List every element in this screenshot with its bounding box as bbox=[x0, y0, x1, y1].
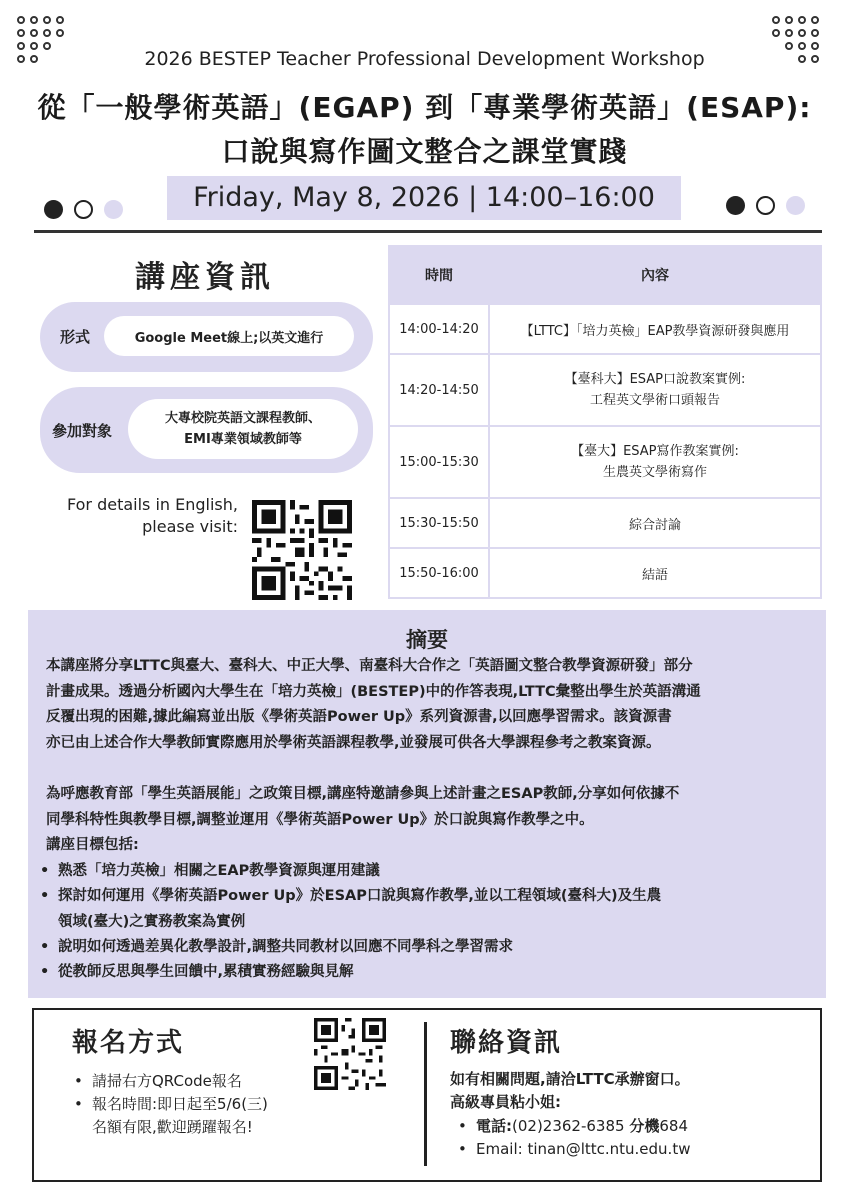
paragraph-line: 講座目標包括: bbox=[46, 837, 139, 853]
dot-filled-icon bbox=[44, 200, 63, 219]
goal-list-item bbox=[58, 859, 808, 885]
schedule-header-row bbox=[389, 246, 821, 304]
english-details-note bbox=[40, 494, 238, 538]
table-row bbox=[389, 426, 821, 498]
row-content-line: 【臺大】ESAP寫作教案實例: bbox=[571, 444, 739, 459]
details-line-1: For details in English, bbox=[66, 495, 238, 514]
row-content bbox=[489, 498, 821, 548]
dot-ring-icon bbox=[74, 200, 93, 219]
contact-details bbox=[450, 1068, 810, 1114]
row-content-line: 工程英文學術口頭報告 bbox=[589, 393, 720, 408]
audience-value-line-1: 大專校院英語文課程教師、 bbox=[164, 411, 321, 426]
row-time: 15:00-15:30 bbox=[389, 426, 489, 498]
audience-value-line-2: EMI專業領域教師等 bbox=[184, 432, 302, 447]
goal-line: 領域(臺大)之實務教案為實例 bbox=[58, 913, 246, 930]
dot-lavender-icon bbox=[786, 196, 805, 215]
row-time: 15:50-16:00 bbox=[389, 548, 489, 598]
row-time: 14:00-14:20 bbox=[389, 304, 489, 354]
schedule-table bbox=[388, 245, 822, 599]
paragraph-line: 同學科特性與教學目標,調整並運用《學術英語Power Up》於口說與寫作教學之中。 bbox=[46, 811, 594, 828]
abstract-heading: 摘要 bbox=[406, 628, 448, 652]
row-time: 14:20-14:50 bbox=[389, 354, 489, 426]
paragraph-line: 本講座將分享LTTC與臺大、臺科大、中正大學、南臺科大合作之「英語圖文整合教學資源研發」部分 bbox=[46, 658, 693, 674]
format-label: 形式 bbox=[60, 328, 91, 346]
contact-line: 高級專員粘小姐: bbox=[450, 1093, 561, 1111]
paragraph-line: 為呼應教育部「學生英語展能」之政策目標,講座特邀請參與上述計畫之ESAP教師,分享如何依據不 bbox=[46, 786, 680, 802]
abstract-paragraph-1 bbox=[46, 654, 816, 756]
row-content-line: 【LTTC】「培力英檢」EAP教學資源研發與應用 bbox=[520, 323, 790, 339]
contact-email: • Email: tinan@lttc.ntu.edu.tw bbox=[458, 1140, 691, 1158]
row-content-line: 結語 bbox=[641, 567, 668, 583]
registration-item-text: 請掃右方QRCode報名 bbox=[92, 1072, 242, 1090]
format-pill bbox=[40, 302, 373, 372]
goal-line: • 熟悉「培力英檢」相關之EAP教學資源與運用建議 bbox=[58, 863, 380, 879]
table-row bbox=[389, 498, 821, 548]
row-content-line: 綜合討論 bbox=[628, 517, 681, 533]
dot-ring-icon bbox=[756, 196, 775, 215]
ext-number: 684 bbox=[659, 1117, 688, 1135]
contact-heading: 聯絡資訊 bbox=[450, 1028, 563, 1058]
abstract-panel bbox=[28, 610, 826, 998]
registration-item: • 報名時間:即日起至5/6(三) bbox=[74, 1095, 268, 1113]
registration-item: • 請掃右方QRCode報名 bbox=[74, 1072, 242, 1090]
row-content bbox=[489, 548, 821, 598]
box-divider bbox=[424, 1022, 427, 1166]
registration-item-continued: 名額有限,歡迎踴躍報名! bbox=[92, 1118, 253, 1136]
ext-label: 分機 bbox=[629, 1117, 660, 1135]
dot-filled-icon bbox=[726, 196, 745, 215]
event-date-banner: Friday, May 8, 2026 | 14:00–16:00 bbox=[167, 176, 681, 220]
dot-lavender-icon bbox=[104, 200, 123, 219]
title-line-1: 從「一般學術英語」(EGAP) 到「專業學術英語」(ESAP): bbox=[37, 91, 812, 124]
registration-heading: 報名方式 bbox=[72, 1028, 185, 1058]
goal-list-item bbox=[58, 960, 808, 986]
paragraph-line: 亦已由上述合作大學教師實際應用於學術英語課程教學,並發展可供各大學課程參考之教案資源。 bbox=[46, 734, 661, 751]
audience-value bbox=[128, 399, 358, 459]
goal-list-item bbox=[58, 884, 808, 935]
column-header-time: 時間 bbox=[389, 246, 489, 304]
details-line-2: please visit: bbox=[142, 517, 238, 536]
column-header-content: 內容 bbox=[489, 246, 821, 304]
row-content-line: 【臺科大】ESAP口說教案實例: bbox=[564, 372, 746, 387]
registration-item-text: 報名時間:即日起至5/6(三) bbox=[92, 1095, 268, 1113]
info-heading: 講座資訊 bbox=[135, 260, 275, 295]
row-content bbox=[489, 426, 821, 498]
table-row bbox=[389, 354, 821, 426]
row-content bbox=[489, 354, 821, 426]
workshop-subtitle: 2026 BESTEP Teacher Professional Development Workshop bbox=[144, 48, 705, 70]
format-value-text: Google Meet線上;以英文進行 bbox=[134, 330, 324, 346]
table-row bbox=[389, 304, 821, 354]
abstract-paragraph-2 bbox=[46, 782, 816, 859]
goal-list-item bbox=[58, 935, 808, 961]
email-link[interactable]: Email: tinan@lttc.ntu.edu.tw bbox=[476, 1140, 691, 1158]
row-time: 15:30-15:50 bbox=[389, 498, 489, 548]
phone-label: 電話: bbox=[476, 1117, 512, 1135]
paragraph-line: 反覆出現的困難,據此編寫並出版《學術英語Power Up》系列資源書,以回應學習需求。該資源書 bbox=[46, 709, 672, 725]
audience-label: 參加對象 bbox=[52, 422, 113, 440]
contact-phone: • 電話:(02)2362-6385 分機684 bbox=[458, 1117, 688, 1135]
table-row bbox=[389, 548, 821, 598]
phone-number[interactable]: (02)2362-6385 bbox=[512, 1117, 625, 1135]
registration-qr-code[interactable] bbox=[314, 1018, 386, 1090]
goal-line: • 從教師反思與學生回饋中,累積實務經驗與見解 bbox=[58, 964, 354, 980]
row-content bbox=[489, 304, 821, 354]
format-value bbox=[104, 316, 354, 356]
title-line-2: 口說與寫作圖文整合之課堂實踐 bbox=[221, 135, 628, 168]
header-divider bbox=[34, 230, 822, 233]
contact-line: 如有相關問題,請洽LTTC承辦窗口。 bbox=[450, 1070, 690, 1088]
row-content-line: 生農英文學術寫作 bbox=[602, 465, 707, 480]
paragraph-line: 計畫成果。透過分析國內大學生在「培力英檢」(BESTEP)中的作答表現,LTTC彙整出學生於英語溝通 bbox=[46, 683, 701, 700]
goal-line: • 探討如何運用《學術英語Power Up》於ESAP口說與寫作教學,並以工程領域(臺科大)及生農 bbox=[58, 888, 662, 904]
goal-line: • 說明如何透過差異化教學設計,調整共同教材以回應不同學科之學習需求 bbox=[58, 939, 514, 955]
contact-list bbox=[458, 1115, 816, 1161]
audience-pill bbox=[40, 387, 373, 473]
details-qr-code[interactable] bbox=[252, 500, 352, 600]
